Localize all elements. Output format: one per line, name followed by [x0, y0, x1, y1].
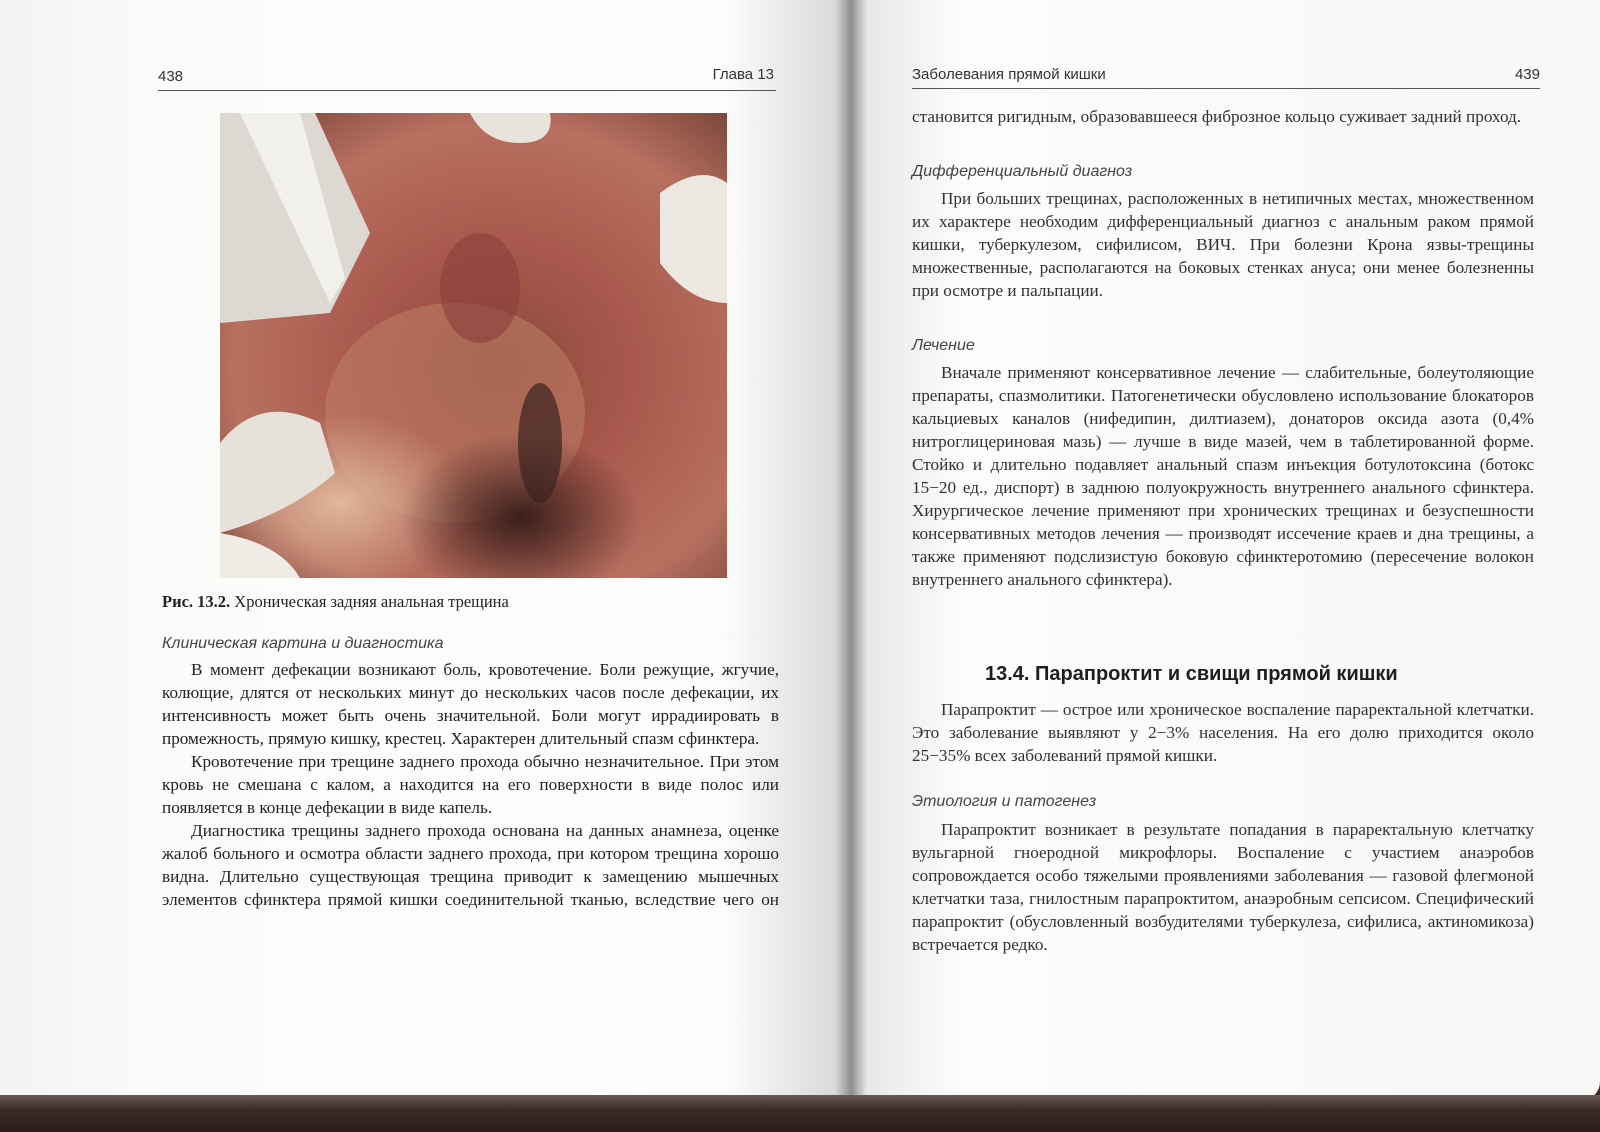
- left-header-rule: [158, 90, 776, 91]
- table-surface: [0, 1095, 1600, 1132]
- figure-caption-label: Рис. 13.2.: [162, 592, 231, 611]
- left-page-body: [162, 658, 779, 911]
- right-page-number: 439: [1514, 66, 1540, 83]
- left-page-number: 438: [158, 68, 184, 85]
- clinical-photo: [220, 113, 727, 578]
- subheading-differential-diagnosis: Дифференциальный диагноз: [912, 163, 1133, 180]
- treatment-body: [912, 361, 1534, 591]
- paragraph: становится ригидным, образовавшееся фиброзное кольцо суживает задний проход.: [912, 107, 1522, 126]
- right-running-head: Заболевания прямой кишки: [912, 66, 1106, 83]
- paragraph: Вначале применяют консервативное лечение — слабительные, болеутоляющие препараты, спазмолитики. Патогенетически обусловлено использование блокаторов кальциевых каналов (нифедипин, дилтиазем), донаторов оксида азота (0,4% нитроглицериновая мазь) — лучше в виде мазей, чем в таблетированной форме. Стойко и длительно подавляет анальный спазм инъекция ботулотоксина (ботокс 15−20 ед., диспорт) в заднюю полуокружность внутреннего анального сфинктера. Хирургическое лечение применяют при хронических трещинах и безуспешности консервативных методов лечения — производят иссечение краев и дна трещины, а также применяют подслизистую боковую сфинктеротомию (пересечение волокон внутреннего анального сфинктера).: [912, 363, 1534, 589]
- subheading-clinical-picture: Клиническая картина и диагностика: [162, 635, 444, 652]
- paragraph: В момент дефекации возникают боль, кровотечение. Боли режущие, жгучие, колющие, длятся от нескольких минут до нескольких часов после дефекации, их интенсивность может быть очень значительной. Боли могут иррадиировать в промежность, прямую кишку, крестец. Характерен длительный спазм сфинктера.: [162, 660, 779, 748]
- differential-diagnosis-body: [912, 187, 1534, 302]
- paragraph: Диагностика трещины заднего прохода основана на данных анамнеза, оценке жалоб больного и осмотра области заднего прохода, при котором трещина хорошо видна. Длительно существующая трещина приводит к замещению мышечных элементов сфинктера прямой кишки соединительной тканью, вследствие чего он: [162, 821, 779, 909]
- paragraph: Парапроктит — острое или хроническое воспаление параректальной клетчатки. Это заболевание выявляют у 2−3% населения. На его долю приходится около 25−35% всех заболеваний прямой кишки.: [912, 700, 1534, 765]
- paragraph: Парапроктит возникает в результате попадания в параректальную клетчатку вульгарной гноеродной микрофлоры. Воспаление с участием анаэробов сопровождается особо тяжелыми проявлениями заболевания — газовой флегмоной клетчатки таза, гнилостным парапроктитом, анаэробным сепсисом. Специфический парапроктит (обусловленный возбудителями туберкулеза, сифилиса, актиномикоза) встречается редко.: [912, 820, 1534, 954]
- etiology-body: [912, 818, 1534, 956]
- subheading-etiology: Этиология и патогенез: [912, 793, 1097, 810]
- subheading-treatment: Лечение: [912, 337, 975, 354]
- left-running-head: Глава 13: [712, 66, 774, 83]
- paragraph: Кровотечение при трещине заднего прохода обычно незначительное. При этом кровь не смешана с калом, а находится на его поверхности в виде полос или появляется в конце дефекации в виде капель.: [162, 752, 779, 817]
- right-header-rule: [912, 88, 1540, 89]
- figure-caption-text: Хроническая задняя анальная трещина: [234, 592, 509, 611]
- paragraph: При больших трещинах, расположенных в нетипичных местах, множественном их характере необходим дифференциальный диагноз с анальным раком прямой кишки, туберкулезом, сифилисом, ВИЧ. При болезни Крона язвы-трещины множественные, располагаются на боковых стенках ануса; они менее болезненны при осмотре и пальпации.: [912, 189, 1534, 300]
- figure-caption: [162, 592, 782, 612]
- paraproctitis-intro: [912, 698, 1534, 767]
- right-continuation: [912, 105, 1534, 128]
- section-heading: 13.4. Парапроктит и свищи прямой кишки: [985, 663, 1398, 685]
